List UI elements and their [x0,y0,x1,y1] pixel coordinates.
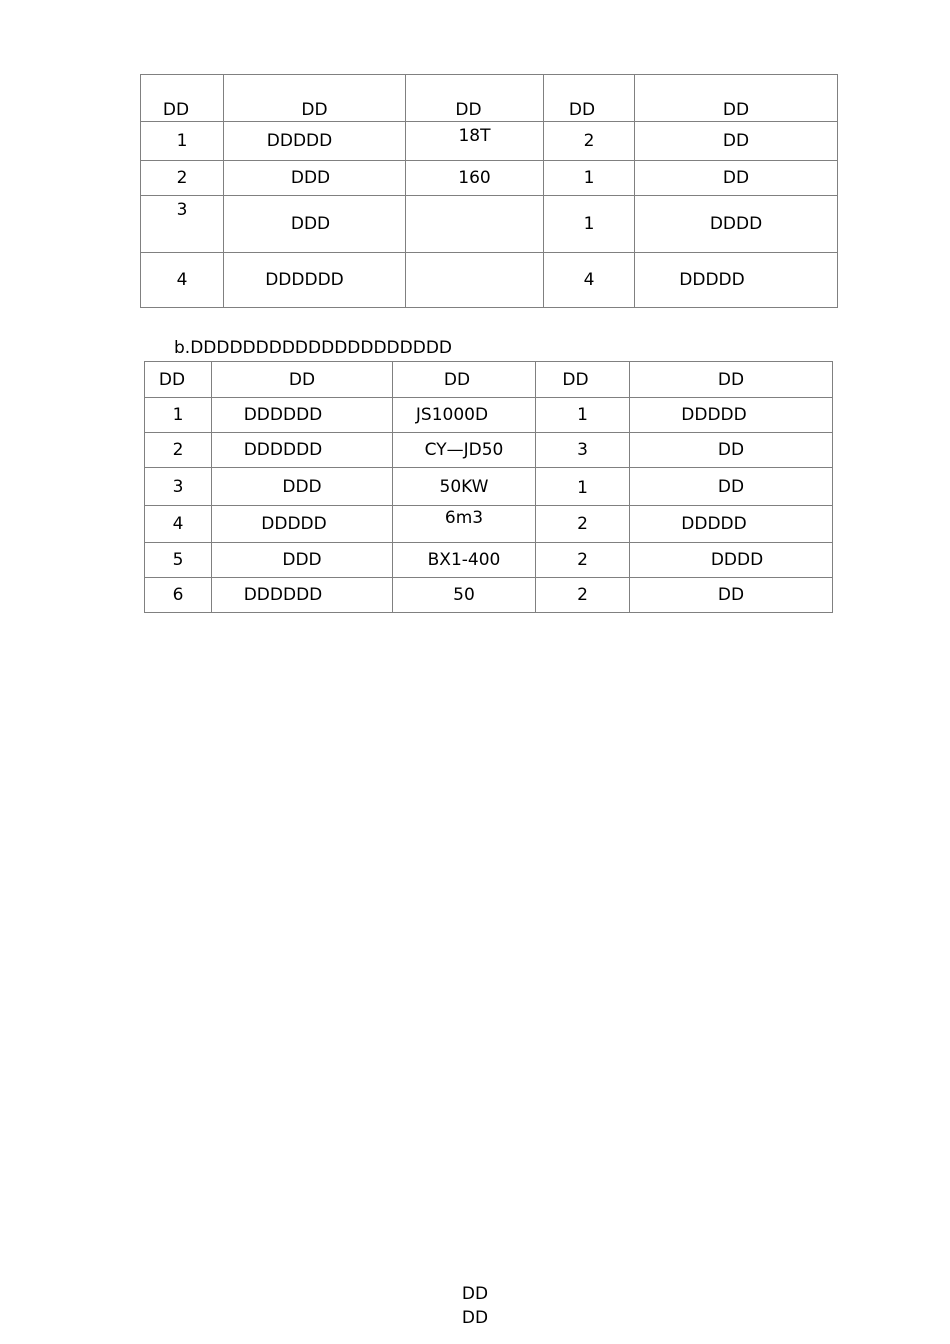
table-cell: DD [630,578,833,613]
table-row [141,161,838,196]
table-cell: 1 [544,196,635,253]
header-cell: DD [406,75,544,122]
table-cell: 2 [536,543,630,578]
table-cell: 6m3 [393,506,536,543]
table-cell: DDDD [630,543,833,578]
table-cell: 1 [544,161,635,196]
header-cell: DD [141,75,224,122]
table-cell: DD [630,433,833,468]
table-cell: 1 [141,122,224,161]
table-cell: 6 [145,578,212,613]
table-row [141,122,838,161]
table-row [145,398,833,433]
table-row [141,253,838,308]
table-cell: DD [630,468,833,506]
header-cell: DD [635,75,838,122]
table-cell [406,253,544,308]
table-cell: 1 [536,398,630,433]
table-cell: 2 [145,433,212,468]
equipment-table-1 [140,74,838,308]
table-cell: DDD [224,196,406,253]
table-cell: 4 [141,253,224,308]
table-cell: 3 [141,196,224,253]
table-cell: 2 [536,506,630,543]
table-cell: DDDDD [630,506,833,543]
table-row [145,543,833,578]
header-cell: DD [544,75,635,122]
header-cell: DD [224,75,406,122]
table-cell: DDD [224,161,406,196]
table-cell [406,196,544,253]
table-cell: 3 [536,433,630,468]
table-cell: 50 [393,578,536,613]
table-cell: DDDDD [212,506,393,543]
table-cell: DDDDDD [212,433,393,468]
table-header-row [145,362,833,398]
table-cell: 18T [406,122,544,161]
table-cell: DDDDD [224,122,406,161]
table-cell: 50KW [393,468,536,506]
table-cell: DD [635,122,838,161]
table-cell: 2 [536,578,630,613]
table-cell: DDDDDD [224,253,406,308]
table-cell: 1 [145,398,212,433]
header-cell: DD [145,362,212,398]
equipment-table-2 [144,361,833,613]
table-cell: BX1-400 [393,543,536,578]
table-cell: DDD [212,543,393,578]
table-row [145,433,833,468]
page-footer [0,1282,950,1330]
table-cell: DDDDDD [212,398,393,433]
table-cell: 4 [145,506,212,543]
table-cell: DD [635,161,838,196]
table-row [141,196,838,253]
table-cell: DDDD [635,196,838,253]
table-cell: JS1000D [393,398,536,433]
footer-line: DD [461,1308,489,1328]
table-cell: DDDDDD [212,578,393,613]
table-caption: b.DDDDDDDDDDDDDDDDDDDD [174,338,453,358]
table-cell: 1 [536,468,630,506]
table-row [145,578,833,613]
table-row [145,506,833,543]
header-cell: DD [393,362,536,398]
table-cell: 2 [141,161,224,196]
header-cell: DD [212,362,393,398]
table-cell: DDDDD [630,398,833,433]
table-cell: DDDDD [635,253,838,308]
table-cell: 3 [145,468,212,506]
table-cell: 4 [544,253,635,308]
header-cell: DD [536,362,630,398]
table-cell: CY—JD50 [393,433,536,468]
table-cell: 2 [544,122,635,161]
table-cell: DDD [212,468,393,506]
table-row [145,468,833,506]
footer-line: DD [461,1284,489,1304]
table-header-row [141,75,838,122]
table-cell: 160 [406,161,544,196]
table-cell: 5 [145,543,212,578]
header-cell: DD [630,362,833,398]
